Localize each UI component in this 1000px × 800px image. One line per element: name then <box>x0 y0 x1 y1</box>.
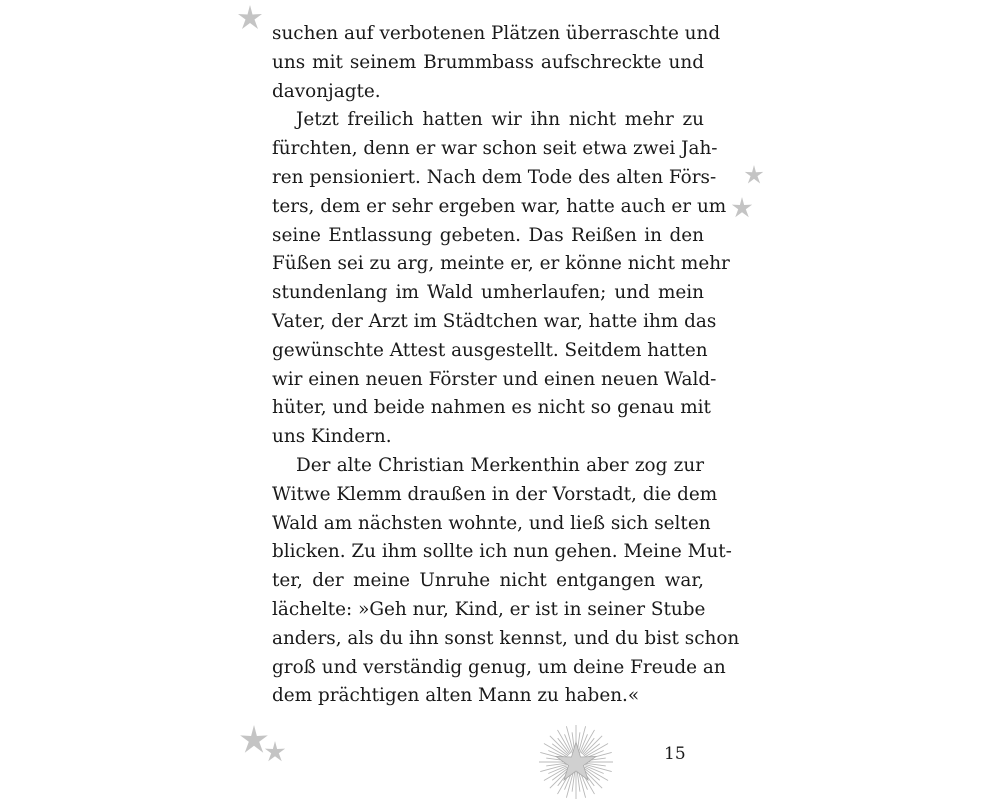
text-line: hüter, und beide nahmen es nicht so genau mit <box>272 397 711 419</box>
text-line: gewünschte Attest ausgestellt. Seitdem hatten <box>272 339 708 361</box>
text-line: suchen auf verbotenen Plätzen überraschte und <box>272 23 721 44</box>
text-line: Witwe Klemm draußen in der Vorstadt, die dem <box>272 483 718 505</box>
text-line: groß und verständig genug, um deine Freude an <box>272 656 726 678</box>
text-line: Vater, der Arzt im Städtchen war, hatte ihm das <box>272 310 717 332</box>
text-line: lächelte: »Geh nur, Kind, er ist in seiner Stube <box>272 598 706 620</box>
text-line: ters, dem er sehr ergeben war, hatte auch er um <box>272 195 727 217</box>
text-line: dem prächtigen alten Mann zu haben.« <box>272 685 640 707</box>
text-line: Der alte Christian Merkenthin aber zog zur <box>296 454 704 476</box>
text-line: ren pensioniert. Nach dem Tode des alten Förs- <box>272 166 717 188</box>
text-line: uns Kindern. <box>272 426 392 448</box>
text-line: uns mit seinem Brummbass aufschreckte und <box>272 51 704 73</box>
star-icon <box>264 741 286 763</box>
text-line: wir einen neuen Förster und einen neuen Wald- <box>272 368 717 390</box>
text-line: fürchten, denn er war schon seit etwa zwei Jah- <box>272 138 718 160</box>
star-icon <box>731 197 753 219</box>
text-line: seine Entlassung gebeten. Das Reißen in den <box>272 224 704 246</box>
starburst-icon <box>538 724 614 800</box>
text-line: Jetzt freilich hatten wir ihn nicht mehr zu <box>296 109 704 131</box>
text-line: davonjagte. <box>272 80 381 102</box>
text-line: anders, als du ihn sonst kennst, und du bist schon <box>272 627 740 649</box>
star-icon <box>237 5 263 31</box>
page-number: 15 <box>664 744 686 764</box>
text-line: blicken. Zu ihm sollte ich nun gehen. Meine Mut- <box>272 541 732 563</box>
star-icon <box>744 165 764 185</box>
text-line: Wald am nächsten wohnte, und ließ sich selten <box>272 512 711 534</box>
text-line: stundenlang im Wald umherlaufen; und mein <box>272 282 704 304</box>
text-line: Füßen sei zu arg, meinte er, er könne nicht mehr <box>272 253 730 275</box>
body-text <box>272 20 740 711</box>
text-line: ter, der meine Unruhe nicht entgangen war, <box>272 570 704 592</box>
